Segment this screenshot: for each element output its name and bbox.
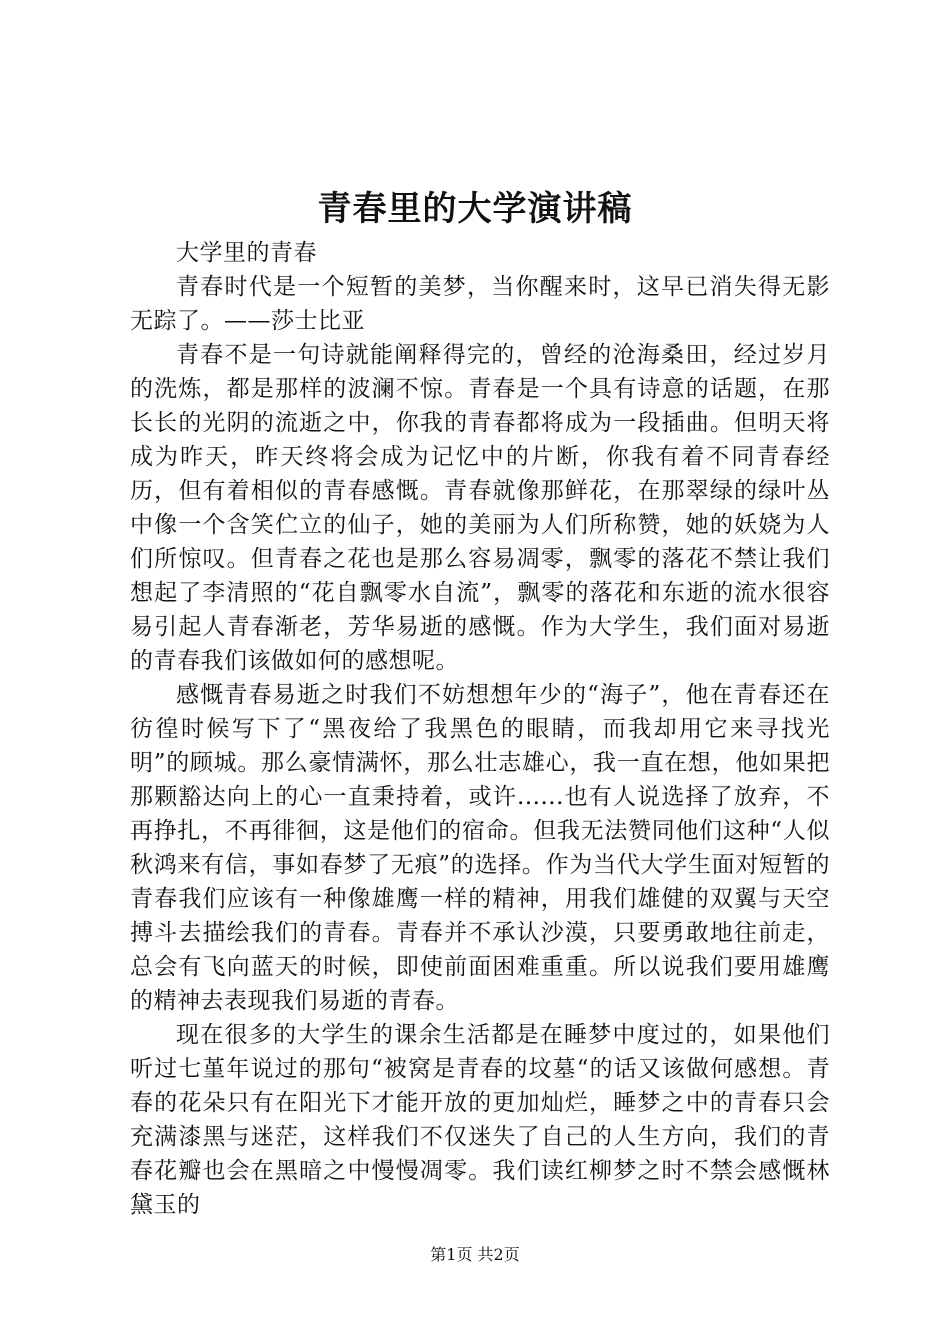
paragraph-quote: 青春时代是一个短暂的美梦，当你醒来时，这早已消失得无影无踪了。——莎士比亚 bbox=[130, 274, 830, 334]
document-body bbox=[130, 236, 830, 1222]
document-title: 青春里的大学演讲稿 bbox=[317, 189, 633, 229]
paragraph: 现在很多的大学生的课余生活都是在睡梦中度过的，如果他们听过七堇年说过的那句“被窝是青春的坟墓“的话又该做何感想。青春的花朵只有在阳光下才能开放的更加灿烂，睡梦之中的青春只会充满漆黑与迷茫，这样我们不仅迷失了自己的人生方向，我们的青春花瓣也会在黑暗之中慢慢凋零。我们读红柳梦之时不禁会感慨林黛玉的 bbox=[130, 1022, 830, 1218]
paragraph: 青春不是一句诗就能阐释得完的，曾经的沧海桑田，经过岁月的洗炼，都是那样的波澜不惊。青春是一个具有诗意的话题，在那长长的光阴的流逝之中，你我的青春都将成为一段插曲。但明天将成为昨天，昨天终将会成为记忆中的片断，你我有着不同青春经历，但有着相似的青春感慨。青春就像那鲜花，在那翠绿的绿叶丛中像一个含笑伫立的仙子，她的美丽为人们所称赞，她的妖娆为人们所惊叹。但青春之花也是那么容易凋零，飘零的落花不禁让我们想起了李清照的“花自飘零水自流”，飘零的落花和东逝的流水很容易引起人青春渐老，芳华易逝的感慨。作为大学生，我们面对易逝的青春我们该做如何的感想呢。 bbox=[130, 342, 830, 674]
paragraph: 感慨青春易逝之时我们不妨想想年少的“海子”，他在青春还在彷徨时候写下了“黑夜给了我黑色的眼睛，而我却用它来寻找光明”的顾城。那么豪情满怀，那么壮志雄心，我一直在想，他如果把那颗豁达向上的心一直秉持着，或许......也有人说选择了放弃，不再挣扎，不再徘徊，这是他们的宿命。但我无法赞同他们这种“人似秋鸿来有信，事如春梦了无痕”的选择。作为当代大学生面对短暂的青春我们应该有一种像雄鹰一样的精神，用我们雄健的双翼与天空搏斗去描绘我们的青春。青春并不承认沙漠，只要勇敢地往前走，总会有飞向蓝天的时候，即使前面困难重重。所以说我们要用雄鹰的精神去表现我们易逝的青春。 bbox=[130, 682, 830, 1014]
page-number-footer: 第1页 共2页 bbox=[430, 1245, 520, 1264]
paragraph-heading: 大学里的青春 bbox=[176, 240, 317, 266]
